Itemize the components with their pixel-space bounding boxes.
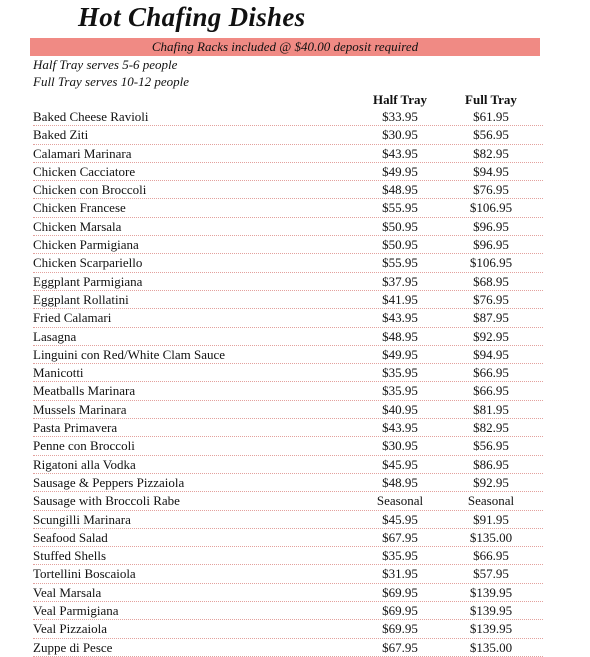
deposit-banner: Chafing Racks included @ $40.00 deposit required bbox=[30, 38, 540, 56]
full-tray-price: $76.95 bbox=[473, 182, 509, 198]
menu-row bbox=[33, 236, 543, 254]
menu-row bbox=[33, 218, 543, 236]
full-tray-price: $66.95 bbox=[473, 548, 509, 564]
full-tray-price: $94.95 bbox=[473, 163, 509, 179]
item-name: Zuppe di Pesce bbox=[33, 639, 113, 655]
item-name: Pasta Primavera bbox=[33, 420, 118, 436]
full-tray-price: $96.95 bbox=[473, 237, 509, 253]
full-tray-price: $96.95 bbox=[473, 218, 509, 234]
item-name: Mussels Marinara bbox=[33, 401, 127, 417]
menu-row bbox=[33, 254, 543, 272]
half-tray-price: $30.95 bbox=[382, 438, 418, 454]
full-tray-price: $56.95 bbox=[473, 127, 509, 143]
item-name: Eggplant Rollatini bbox=[33, 291, 129, 307]
full-tray-price: $92.95 bbox=[473, 328, 509, 344]
full-tray-price: $106.95 bbox=[469, 200, 513, 216]
menu-row bbox=[33, 584, 543, 602]
half-tray-price: $49.95 bbox=[382, 346, 418, 362]
half-tray-price: $41.95 bbox=[382, 291, 418, 307]
full-tray-price: $139.95 bbox=[469, 584, 513, 600]
half-tray-note: Half Tray serves 5-6 people bbox=[33, 57, 178, 72]
item-name: Chicken con Broccoli bbox=[33, 182, 147, 198]
full-tray-price: $86.95 bbox=[473, 456, 509, 472]
full-tray-price: $106.95 bbox=[469, 255, 513, 271]
item-name: Veal Marsala bbox=[33, 584, 102, 600]
menu-row bbox=[33, 565, 543, 583]
item-name: Sausage with Broccoli Rabe bbox=[33, 493, 180, 509]
half-tray-price: $35.95 bbox=[382, 383, 418, 399]
item-name: Baked Cheese Ravioli bbox=[33, 109, 149, 124]
menu-row bbox=[33, 492, 543, 510]
item-name: Chicken Scarpariello bbox=[33, 255, 143, 271]
item-name: Veal Pizzaiola bbox=[33, 621, 107, 637]
full-tray-price: $135.00 bbox=[469, 529, 513, 545]
menu-table bbox=[33, 108, 543, 657]
menu-row bbox=[33, 456, 543, 474]
menu-row bbox=[33, 126, 543, 144]
menu-row bbox=[33, 273, 543, 291]
half-tray-price: $30.95 bbox=[382, 127, 418, 143]
item-name: Lasagna bbox=[33, 328, 77, 344]
half-tray-price: $67.95 bbox=[382, 639, 418, 655]
full-tray-price: Seasonal bbox=[467, 493, 515, 509]
item-name: Manicotti bbox=[33, 365, 84, 381]
full-tray-price: $76.95 bbox=[473, 291, 509, 307]
menu-row bbox=[33, 602, 543, 620]
full-tray-price: $66.95 bbox=[473, 383, 509, 399]
item-name: Chicken Cacciatore bbox=[33, 163, 136, 179]
half-tray-price: Seasonal bbox=[376, 493, 424, 509]
half-tray-price: $43.95 bbox=[382, 310, 418, 326]
full-tray-price: $56.95 bbox=[473, 438, 509, 454]
full-tray-price: $82.95 bbox=[473, 420, 509, 436]
item-name: Rigatoni alla Vodka bbox=[33, 456, 136, 472]
menu-row bbox=[33, 145, 543, 163]
half-tray-price: $43.95 bbox=[382, 420, 418, 436]
page-title: Hot Chafing Dishes bbox=[78, 2, 306, 32]
item-name: Linguini con Red/White Clam Sauce bbox=[33, 346, 226, 362]
half-tray-price: $48.95 bbox=[382, 474, 418, 490]
item-name: Veal Parmigiana bbox=[33, 603, 119, 619]
half-tray-price: $49.95 bbox=[382, 163, 418, 179]
menu-row bbox=[33, 346, 543, 364]
item-name: Scungilli Marinara bbox=[33, 511, 131, 527]
item-name: Seafood Salad bbox=[33, 529, 108, 545]
item-name: Meatballs Marinara bbox=[33, 383, 136, 399]
menu-row bbox=[33, 291, 543, 309]
half-tray-price: $31.95 bbox=[382, 566, 418, 582]
menu-row bbox=[33, 309, 543, 327]
full-tray-price: $82.95 bbox=[473, 145, 509, 161]
half-tray-price: $48.95 bbox=[382, 328, 418, 344]
item-name: Fried Calamari bbox=[33, 310, 112, 326]
full-tray-price: $66.95 bbox=[473, 365, 509, 381]
half-tray-price: $55.95 bbox=[382, 255, 418, 271]
menu-row bbox=[33, 401, 543, 419]
full-tray-price: $92.95 bbox=[473, 474, 509, 490]
item-name: Tortellini Boscaiola bbox=[33, 566, 136, 582]
item-name: Chicken Parmigiana bbox=[33, 237, 139, 253]
half-tray-price: $67.95 bbox=[382, 529, 418, 545]
full-tray-note: Full Tray serves 10-12 people bbox=[33, 74, 189, 89]
item-name: Sausage & Peppers Pizzaiola bbox=[33, 474, 185, 490]
item-name: Baked Ziti bbox=[33, 127, 89, 143]
menu-row bbox=[33, 639, 543, 657]
menu-row bbox=[33, 474, 543, 492]
half-tray-header: Half Tray bbox=[372, 92, 428, 107]
menu-row bbox=[33, 547, 543, 565]
menu-row bbox=[33, 364, 543, 382]
half-tray-price: $45.95 bbox=[382, 511, 418, 527]
menu-row bbox=[33, 181, 543, 199]
full-tray-price: $139.95 bbox=[469, 621, 513, 637]
full-tray-price: $139.95 bbox=[469, 603, 513, 619]
item-name: Calamari Marinara bbox=[33, 145, 132, 161]
menu-row bbox=[33, 437, 543, 455]
menu-row bbox=[33, 511, 543, 529]
full-tray-price: $91.95 bbox=[473, 511, 509, 527]
half-tray-price: $33.95 bbox=[382, 109, 418, 124]
half-tray-price: $50.95 bbox=[382, 237, 418, 253]
menu-row bbox=[33, 199, 543, 217]
item-name: Stuffed Shells bbox=[33, 548, 107, 564]
half-tray-price: $35.95 bbox=[382, 365, 418, 381]
full-tray-price: $135.00 bbox=[469, 639, 513, 655]
half-tray-price: $48.95 bbox=[382, 182, 418, 198]
menu-row bbox=[33, 108, 543, 126]
menu-row bbox=[33, 419, 543, 437]
full-tray-price: $87.95 bbox=[473, 310, 509, 326]
half-tray-price: $40.95 bbox=[382, 401, 418, 417]
full-tray-price: $94.95 bbox=[473, 346, 509, 362]
half-tray-price: $45.95 bbox=[382, 456, 418, 472]
menu-row bbox=[33, 328, 543, 346]
half-tray-price: $37.95 bbox=[382, 273, 418, 289]
item-name: Eggplant Parmigiana bbox=[33, 273, 143, 289]
item-name: Chicken Francese bbox=[33, 200, 126, 216]
half-tray-price: $35.95 bbox=[382, 548, 418, 564]
half-tray-price: $50.95 bbox=[382, 218, 418, 234]
full-tray-header: Full Tray bbox=[465, 92, 517, 107]
item-name: Penne con Broccoli bbox=[33, 438, 135, 454]
full-tray-price: $81.95 bbox=[473, 401, 509, 417]
half-tray-price: $69.95 bbox=[382, 584, 418, 600]
menu-row bbox=[33, 382, 543, 400]
half-tray-price: $69.95 bbox=[382, 603, 418, 619]
menu-row bbox=[33, 529, 543, 547]
half-tray-price: $43.95 bbox=[382, 145, 418, 161]
menu-row bbox=[33, 163, 543, 181]
half-tray-price: $69.95 bbox=[382, 621, 418, 637]
half-tray-price: $55.95 bbox=[382, 200, 418, 216]
full-tray-price: $57.95 bbox=[473, 566, 509, 582]
full-tray-price: $61.95 bbox=[473, 109, 509, 124]
full-tray-price: $68.95 bbox=[473, 273, 509, 289]
item-name: Chicken Marsala bbox=[33, 218, 122, 234]
menu-row bbox=[33, 620, 543, 638]
